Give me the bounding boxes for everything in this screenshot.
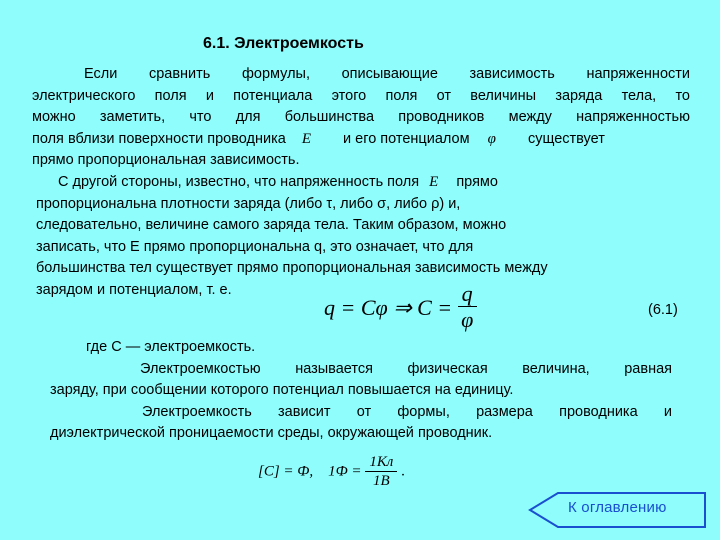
symbol-E: E	[429, 174, 439, 190]
fraction-denominator: 1В	[372, 472, 390, 489]
text-fragment: поля вблизи поверхности проводника	[32, 130, 286, 147]
formula-capacitance	[324, 282, 477, 334]
formula-fraction	[458, 282, 477, 334]
paragraph-line: записать, что Е прямо пропорциональна q, это означает, что для	[36, 238, 474, 255]
paragraph-intro	[32, 64, 690, 172]
paragraph-line: Если сравнить формулы, описывающие зависимость напряженности	[84, 66, 690, 82]
paragraph-line: где С — электроемкость.	[86, 339, 256, 355]
paragraph-line	[36, 172, 548, 194]
formula-tail: .	[401, 463, 405, 480]
paragraph-line: можно заметить, что для большинства проводников между напряженностью	[32, 109, 690, 125]
fraction-denominator: φ	[461, 307, 474, 333]
paragraph-line: Электроемкость зависит от формы, размера проводника и	[142, 403, 672, 420]
fraction-numerator: 1Кл	[365, 454, 397, 472]
formula-lhs: q = Cφ ⇒ C =	[324, 294, 453, 320]
paragraph-line	[32, 129, 690, 151]
formula-number: (6.1)	[648, 302, 678, 318]
text-fragment: и его потенциалом	[343, 130, 470, 147]
paragraph-line: заряду, при сообщении которого потенциал повышается на единицу.	[50, 382, 514, 398]
paragraph-line: Электроемкостью называется физическая величина, равная	[140, 360, 672, 377]
paragraph-line: следовательно, величине самого заряда тела. Таким образом, можно	[36, 217, 507, 233]
table-of-contents-button[interactable]	[528, 491, 708, 529]
formula-lhs: [C] = Ф, 1Ф =	[258, 463, 362, 480]
table-of-contents-label: К оглавлению	[568, 499, 667, 516]
paragraph-line: прямо пропорциональная зависимость.	[32, 152, 300, 168]
text-fragment: С другой стороны, известно, что напряженность поля	[58, 174, 420, 190]
paragraph-definition	[50, 337, 672, 445]
text-fragment: существует	[527, 130, 605, 147]
page-title: 6.1. Электроемкость	[203, 35, 364, 52]
text-fragment: прямо	[456, 174, 498, 190]
symbol-phi: φ	[487, 130, 496, 147]
formula-units	[258, 454, 405, 490]
paragraph-line: зарядом и потенциалом, т. е.	[36, 281, 232, 298]
paragraph-line: диэлектрической проницаемости среды, окружающей проводник.	[50, 425, 493, 441]
paragraph-line: электрического поля и потенциала этого поля от величины заряда тела, то	[32, 87, 690, 104]
paragraph-line: пропорциональна плотности заряда (либо τ, либо σ, либо ρ) и,	[36, 195, 461, 212]
fraction-numerator: q	[458, 282, 477, 307]
symbol-E: E	[301, 130, 311, 147]
formula-fraction	[365, 454, 397, 490]
paragraph-line: большинства тел существует прямо пропорциональная зависимость между	[36, 260, 548, 276]
